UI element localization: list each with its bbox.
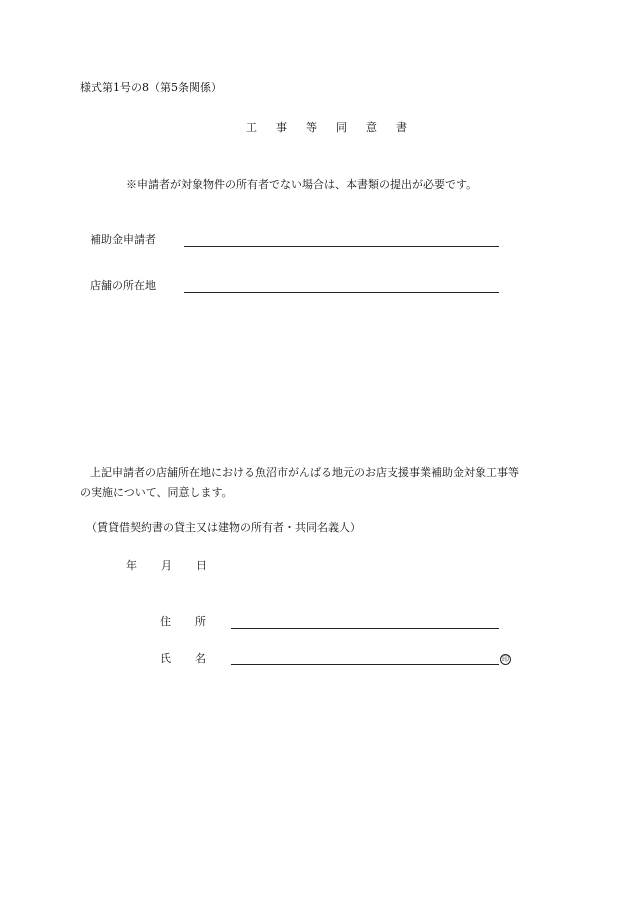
owner-note: （賃貸借契約書の貸主又は建物の所有者・共同名義人）	[86, 521, 361, 534]
title-char: 書	[396, 121, 407, 134]
date-day-label: 日	[196, 559, 207, 572]
notice-text: ※申請者が対象物件の所有者でない場合は、本書類の提出が必要です。	[126, 178, 478, 191]
title-char: 事	[276, 121, 287, 134]
name-label	[160, 652, 206, 666]
seal-mark: 印	[502, 655, 509, 663]
date-month-label: 月	[161, 559, 172, 572]
consent-body-line-2: の実施について、同意します。	[80, 486, 233, 499]
name-label-char: 名	[195, 652, 206, 665]
title-char: 等	[306, 121, 317, 134]
address-label-char: 所	[195, 615, 206, 628]
address-label	[160, 615, 206, 629]
date-year-label: 年	[126, 559, 137, 572]
applicant-input-line[interactable]	[184, 246, 499, 247]
consent-body-line-1: 上記申請者の店舗所在地における魚沼市がんばる地元のお店支援事業補助金対象工事等	[90, 466, 519, 479]
form-number: 様式第1号の8（第5条関係）	[80, 81, 222, 94]
store-address-input-line[interactable]	[184, 292, 499, 293]
applicant-label: 補助金申請者	[90, 233, 156, 246]
title-char: 意	[366, 121, 377, 134]
title-char: 同	[336, 121, 347, 134]
name-label-char: 氏	[160, 652, 171, 665]
address-label-char: 住	[160, 615, 171, 628]
name-input-line[interactable]	[231, 664, 499, 665]
store-address-label: 店舗の所在地	[90, 279, 156, 292]
address-input-line[interactable]	[231, 628, 499, 629]
document-title	[246, 121, 407, 135]
title-char: 工	[246, 121, 257, 134]
